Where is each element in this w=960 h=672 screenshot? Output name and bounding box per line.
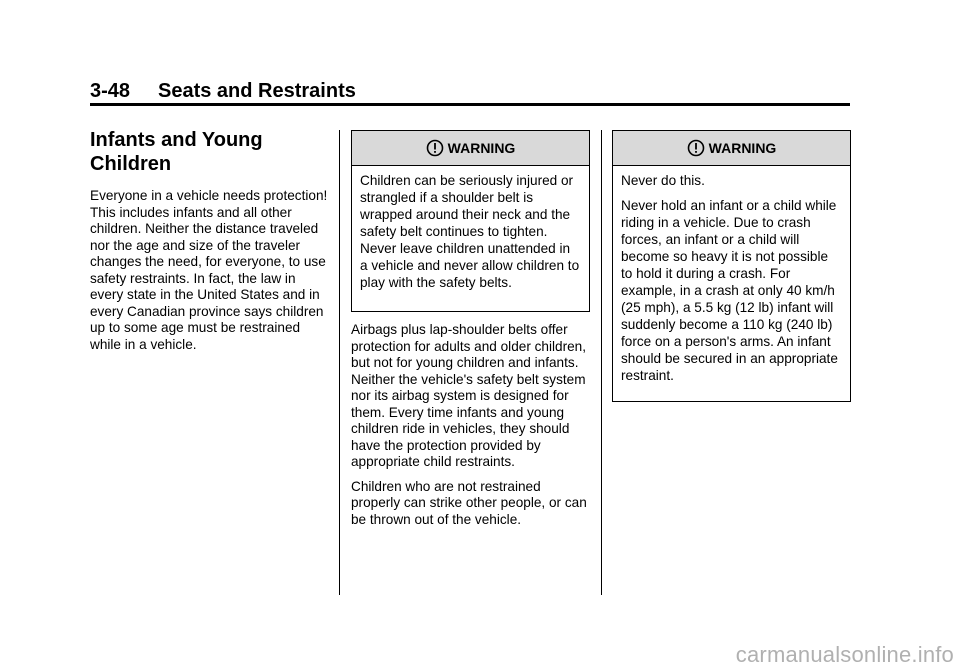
warning-text-1: Children can be seriously injured or strangled if a shoulder belt is wrapped around their neck and the safety belt continues to tighten. Never leave children unattended in a vehicle and never allow children to play with the safety belts.	[360, 173, 580, 290]
column-divider-1	[339, 130, 340, 595]
column-divider-2	[601, 130, 602, 595]
warning-header-1	[352, 131, 589, 166]
warning-label-2: WARNING	[708, 140, 777, 156]
page-number: 3-48	[90, 80, 131, 102]
warning-box-2	[612, 130, 851, 402]
heading-line-2: Children	[90, 153, 172, 175]
section-heading	[90, 128, 330, 176]
warning-text-2b: Never hold an infant or a child while riding in a vehicle. Due to crash forces, an infant or a child will become so heavy it is not possible to hold it during a crash. For example, in a crash at only 40 km/h (25 mph), a 5.5 kg (12 lb) infant will suddenly become a 110 kg (240 lb) force on a person's arms. An infant should be secured in an appropriate restraint.	[621, 198, 838, 383]
left-column	[90, 128, 330, 361]
heading-line-1: Infants and Young	[90, 129, 263, 151]
warning-circle-icon	[687, 139, 705, 157]
warning-circle-icon	[426, 139, 444, 157]
restraint-paragraph: Children who are not restrained properly can strike other people, or can be thrown out of the vehicle.	[351, 478, 587, 527]
middle-column	[351, 322, 591, 536]
warning-label-1: WARNING	[447, 140, 516, 156]
section-title: Seats and Restraints	[158, 80, 356, 102]
airbag-paragraph: Airbags plus lap-shoulder belts offer protection for adults and older children, but not for young children and infants. Neither the vehicle's safety belt system nor its airbag system is designed for them. Every time infants and young children ride in vehicles, they should have the protection provided by appropriate child restraints.	[351, 322, 587, 469]
warning-box-1	[351, 130, 590, 312]
page-header	[90, 80, 850, 106]
watermark: carmanualsonline.info	[735, 642, 954, 667]
warning-text-2a: Never do this.	[621, 173, 705, 188]
intro-paragraph: Everyone in a vehicle needs protection! This includes infants and all other children. Neither the distance traveled nor the age and size of the traveler changes the need, for everyone, to use safety restraints. In fact, the law in every state in the United States and in every Canadian province says children up to some age must be restrained while in a vehicle.	[90, 188, 328, 352]
warning-header-2	[613, 131, 850, 166]
